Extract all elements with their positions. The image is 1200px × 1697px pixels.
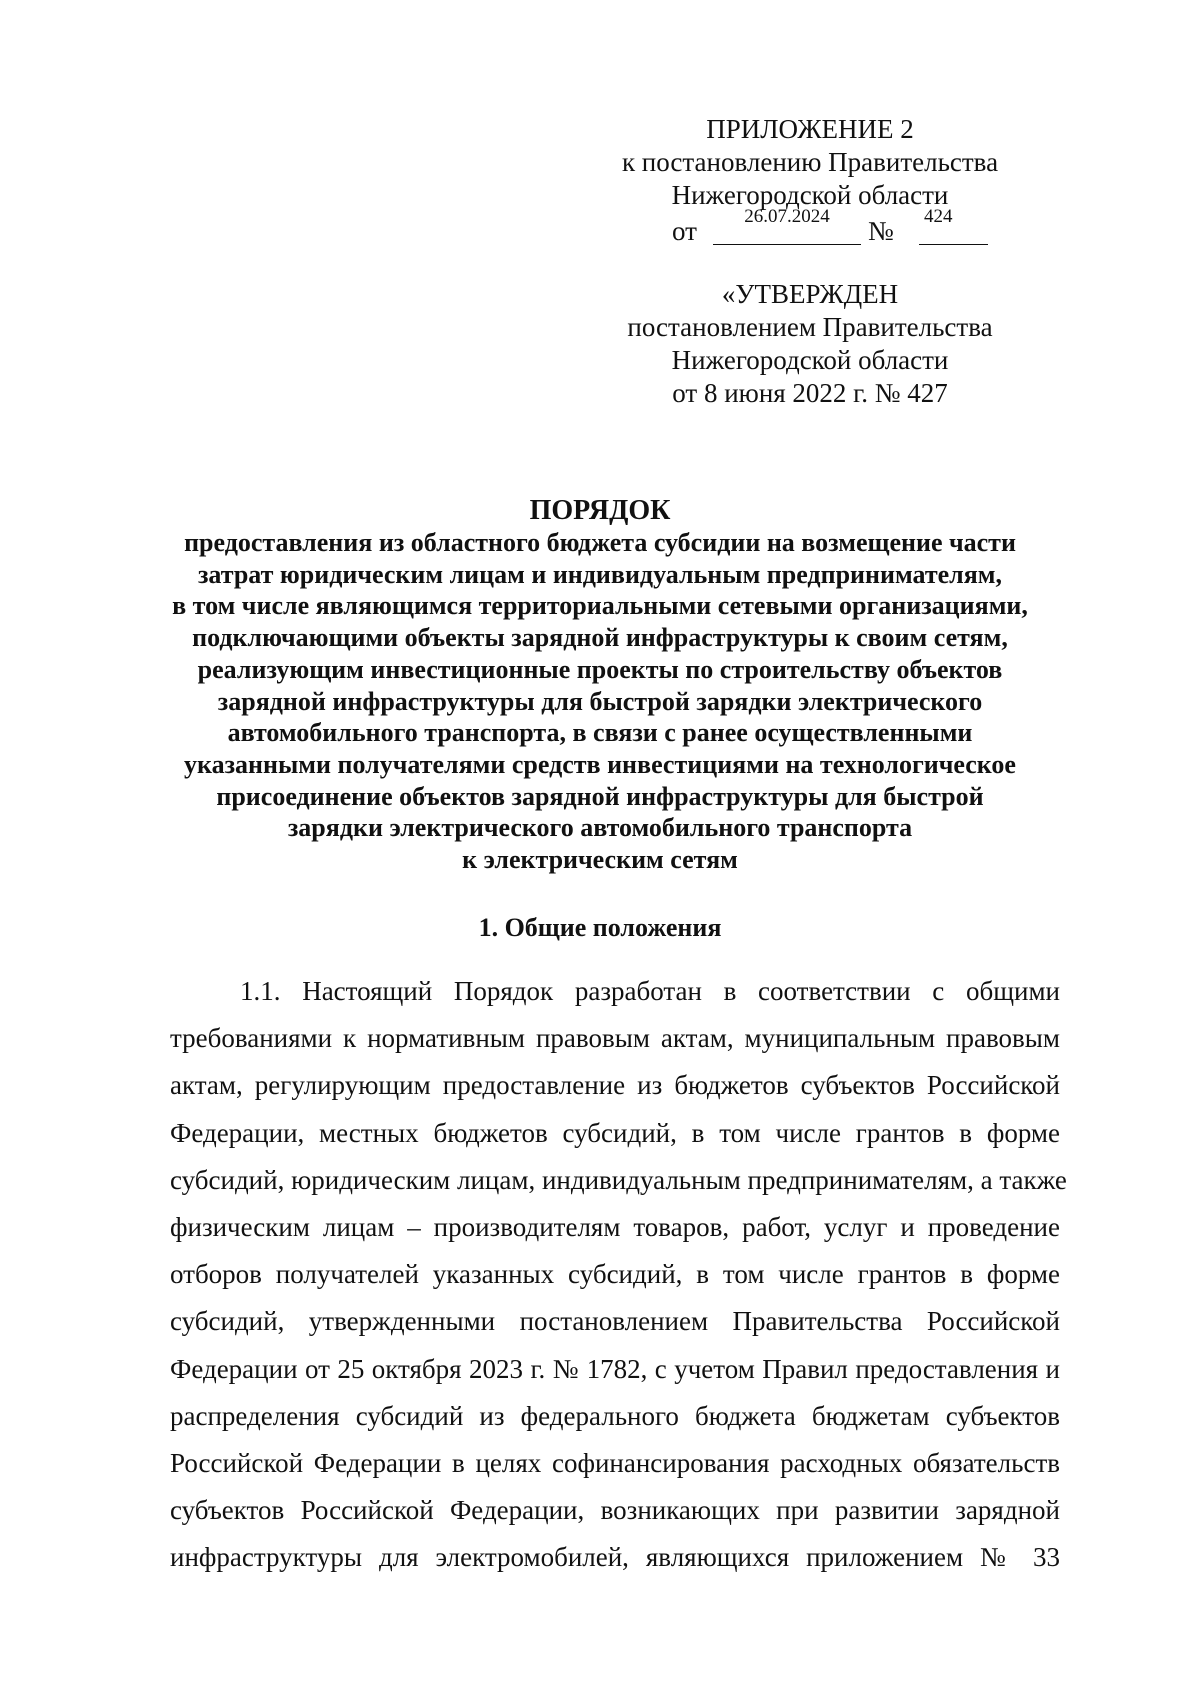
paragraph-line: требованиями к нормативным правовым актам, муниципальным правовым — [170, 1023, 1060, 1054]
approved-block — [600, 278, 1020, 410]
document-subtitle-line: автомобильного транспорта, в связи с ранее осуществленными — [227, 718, 973, 748]
document-title-block — [130, 495, 1070, 876]
paragraph-line: субсидий, юридическим лицам, индивидуальным предпринимателям, а также — [170, 1164, 1067, 1195]
document-title: ПОРЯДОК — [529, 495, 671, 526]
document-subtitle-line: затрат юридическим лицам и индивидуальным предпринимателям, — [197, 559, 1003, 589]
document-subtitle-line: предоставления из областного бюджета субсидии на возмещение части — [184, 528, 1016, 557]
from-label: от — [672, 216, 697, 246]
paragraph-line: Российской Федерации в целях софинансирования расходных обязательств — [170, 1448, 1060, 1479]
document-subtitle-line: в том числе являющимся территориальными сетевыми организациями, — [172, 591, 1028, 621]
appendix-date-number-line — [600, 206, 1020, 249]
appendix-reference-line: к постановлению Правительства — [621, 147, 999, 177]
document-subtitle-line: к электрическим сетям — [462, 845, 738, 875]
approved-date-line: от 8 июня 2022 г. № 427 — [672, 378, 948, 408]
document-subtitle-line: реализующим инвестиционные проекты по строительству объектов — [197, 654, 1003, 684]
document-subtitle-line: зарядки электрического автомобильного транспорта — [287, 813, 913, 843]
number-label: № — [868, 216, 894, 246]
approved-region-line: Нижегородской области — [671, 345, 949, 375]
number-value: 424 — [924, 206, 953, 227]
document-subtitle-line: подключающими объекты зарядной инфраструктуры к своим сетям, — [192, 623, 1008, 653]
paragraph-line: физическим лицам – производителям товаров, работ, услуг и проведение — [170, 1212, 1060, 1243]
document-subtitle-line: присоединение объектов зарядной инфраструктуры для быстрой — [216, 781, 984, 811]
paragraph-line: отборов получателей указанных субсидий, в том числе грантов в форме — [170, 1259, 1060, 1290]
paragraph-line: актам, регулирующим предоставление из бюджетов субъектов Российской — [170, 1070, 1060, 1101]
date-value: 26.07.2024 — [744, 206, 830, 227]
date-field — [713, 206, 861, 245]
paragraph-line: Федерации от 25 октября 2023 г. № 1782, с учетом Правил предоставления и — [170, 1353, 1060, 1384]
paragraph-line: субъектов Российской Федерации, возникающих при развитии зарядной — [170, 1495, 1060, 1526]
paragraph-line: Федерации, местных бюджетов субсидий, в том числе грантов в форме — [170, 1117, 1060, 1148]
appendix-region-line: Нижегородской области — [671, 180, 949, 210]
paragraph-line: распределения субсидий из федерального бюджета бюджетам субъектов — [170, 1400, 1060, 1431]
appendix-title: ПРИЛОЖЕНИЕ 2 — [706, 114, 914, 144]
paragraph-line: инфраструктуры для электромобилей, являющихся приложением № 33 — [170, 1542, 1060, 1573]
number-field — [919, 206, 988, 245]
document-subtitle-line: указанными получателями средств инвестициями на технологическое — [184, 749, 1016, 779]
approved-title: «УТВЕРЖДЕН — [721, 279, 899, 309]
section-heading: 1. Общие положения — [478, 913, 722, 942]
approved-resolution-line: постановлением Правительства — [627, 312, 993, 342]
document-subtitle-line: зарядной инфраструктуры для быстрой зарядки электрического — [217, 686, 983, 716]
section-paragraph — [170, 968, 1067, 1582]
appendix-block — [600, 113, 1020, 249]
paragraph-line: субсидий, утвержденными постановлением Правительства Российской — [170, 1306, 1060, 1337]
paragraph-line: 1.1. Настоящий Порядок разработан в соответствии с общими — [240, 976, 1060, 1006]
